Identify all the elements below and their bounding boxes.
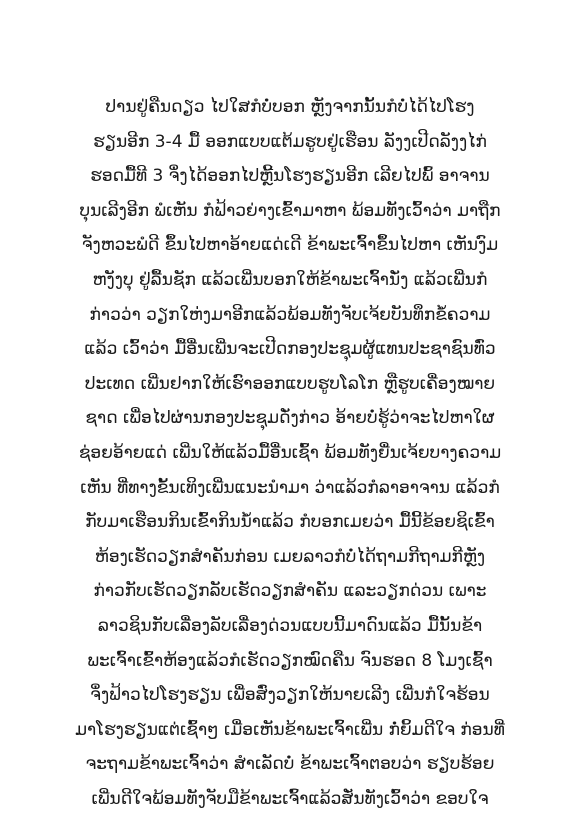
body-text bbox=[60, 90, 520, 816]
text-line: ກ່າວວ່າ ວຽກໃຫ່ງມາອີກແລ້ວພ້ອມທັງຈັບເຈ້ຍບັນທຶກຂໍ້ຄວາມ bbox=[89, 304, 491, 325]
text-line: ຊ່ອຍອ້າຍແດ່ ເພີ່ນໃຫ້ແລ້ວມື້ອື່ນເຊົ້າ ພ້ອມທັງຍື່ນເຈ້ຍບາງຄວາມ bbox=[78, 442, 502, 463]
text-line: ຮອດມື້ທີ 3 ຈຶ່ງໄດ້ອອກໄປຫຼີ້ນໂຮງຮຽນອີກ ເລີຍໄປພົ້ ອາຈານ bbox=[90, 166, 490, 187]
text-line: ຈຶ່ງຟ້າວໄປໂຮງຮຽນ ເພື່ອສົ່ງວຽກໃຫ້ນາຍເລີງ ເພີ່ນກໍໃຈຮ້ອນ bbox=[90, 685, 490, 706]
text-line: ເຫັນ ທີ່ທາງຂັ້ນເທິງເພີ່ນແນະນຳມາ ວ່າແລ້ວກໍລາອາຈານ ແລ້ວກໍ bbox=[80, 477, 500, 498]
text-line: ບຸນເລີງອີກ ພໍເຫັນ ກໍຟ້າວຍ່າງເຂົ້າມາຫາ ພ້ອມທັງເວົ້າວ່າ ມາຖືກ bbox=[79, 200, 501, 221]
text-line: ຫງັງບຸ ຢູ່ລື້ນຊັກ ແລ້ວເພີ່ນບອກໃຫ້ຂ້າພະເຈົ້ານັ່ງ ແລ້ວເພີ່ນກໍ bbox=[92, 269, 488, 290]
text-line: ລາວຊິນກັບເລື່ອງລັບເລື່ອງດ່ວນແບບນີ້ມາດົນແລ້ວ ມື້ນັ້ນຂ້າ bbox=[97, 615, 483, 636]
text-line: ຫ້ອງເຮັດວຽກສຳຄັນກ່ອນ ເມຍລາວກໍບໍ່ໄດ້ຖາມກີຖາມກີຫຼັງ bbox=[94, 546, 486, 567]
text-line: ຮຽນອີກ 3-4 ມື້ ອອກແບບແຕ້ມຮູບຢູ່ເຮືອນ ລັງງເປີດລັງງໄກ່ bbox=[93, 131, 487, 152]
text-line: ພະເຈົ້າເຂົ້າຫ້ອງແລ້ວກໍເຮັດວຽກໝົດຄືນ ຈົນຮອດ 8 ໂມງເຊົ້າ bbox=[87, 650, 493, 671]
text-line: ມາໂຮງຮຽນແຕ່ເຊົ້າໆ ເມື່ອເຫັນຂ້າພະເຈົ້າເພີ່ນ ກໍ່ຍິ້ມດີໃຈ ກ່ອນທີ່ bbox=[75, 719, 505, 740]
text-line: ແລ້ວ ເວົ້າວ່າ ມື້ອື່ນເພີ່ນຈະເປີດກອງປະຊຸມຜູ້ແທນປະຊາຊົນທົ່ວ bbox=[84, 339, 496, 360]
text-line: ປະເທດ ເພີ່ນຢາກໃຫ້ເຮົາອອກແບບຮູບໂລໂກ ຫຼືຮູບເຄື່ອງໝາຍ bbox=[84, 373, 496, 394]
text-line: ຊາດ ເພື່ອໄປຜ່ານກອງປະຊຸມດັ່ງກ່າວ ອ້າຍບໍ່ຮູ້ວ່າຈະໄປຫາໃຜ bbox=[85, 408, 495, 429]
text-line: ປານຢູ່ຄືນດຽວ ໄປໃສກໍບໍ່ບອກ ຫຼັງຈາກນັ້ນກໍບໍ່ໄດ້ໄປໂຮງ bbox=[105, 97, 475, 117]
text-line: ກ່າວກັບເຮັດວຽກລັບເຮັດວຽກສຳຄັນ ແລະວຽກດ່ວນ ເພາະ bbox=[93, 581, 487, 602]
text-line: ຈັງຫວະພໍດີ ຂຶ້ນໄປຫາອ້າຍແດ່ເດີ ຂ້າພະເຈົ້າຂຶ້ນໄປຫາ ເຫັນງົມ bbox=[81, 235, 499, 256]
text-line: ຈະຖາມຂ້າພະເຈົ້າວ່າ ສຳເລັດບໍ່ ຂ້າພະເຈົ້າຕອບວ່າ ຮຽບຮ້ອຍ bbox=[85, 754, 495, 775]
text-line: ກັບມາເຮືອນກິນເຂົ້າກິນນ້ຳແລ້ວ ກໍບອກເມຍວ່າ ມື້ນີ້ຂ້ອຍຊິເຂົ້າ bbox=[85, 512, 495, 533]
text-line: ເພີ່ນດີໃຈພ້ອມທັງຈັບມືຂ້າພະເຈົ້າແລ້ວສັ່ນທັງເວົ້າວ່າ ຂອບໃຈ bbox=[91, 788, 489, 809]
